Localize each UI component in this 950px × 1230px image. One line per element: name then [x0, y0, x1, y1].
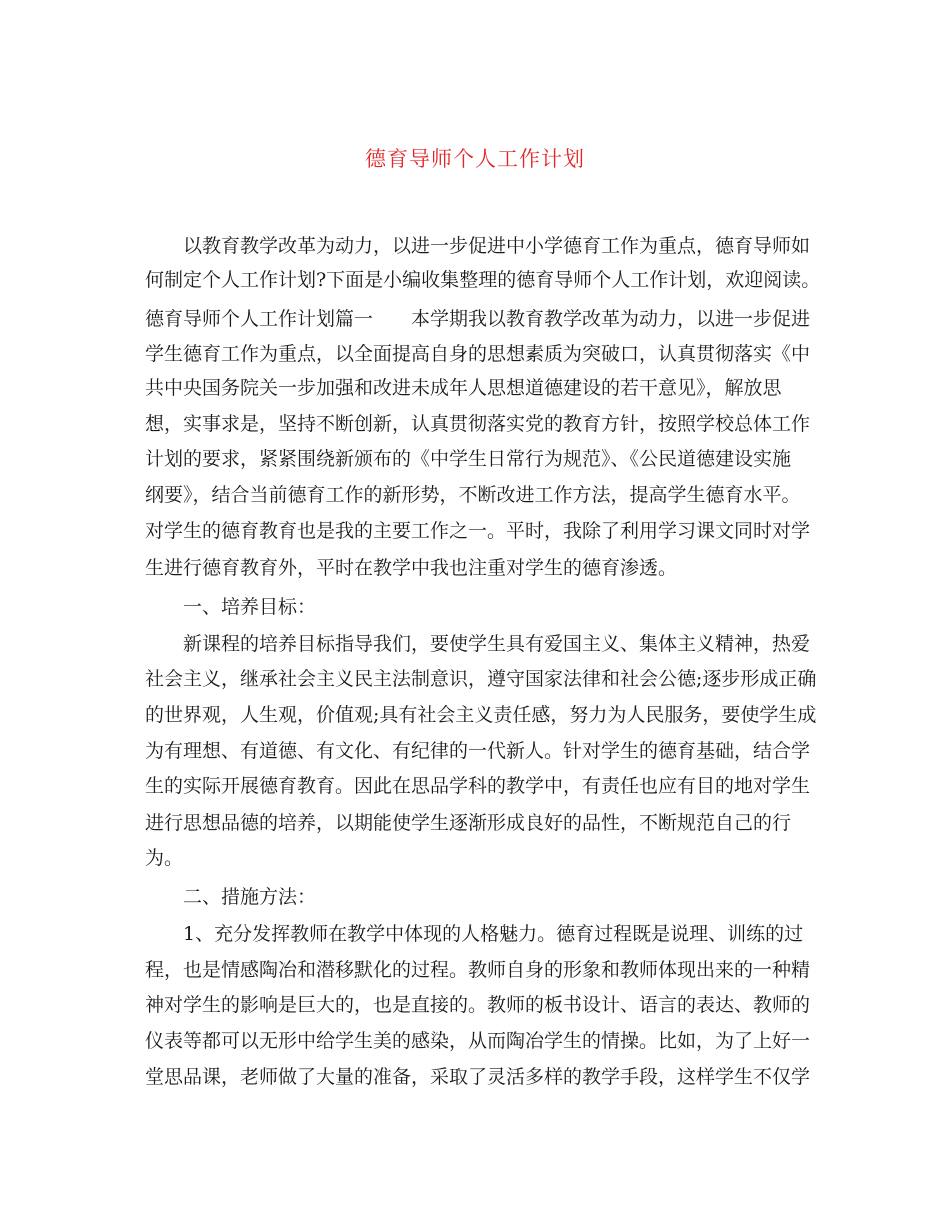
text-line: 纲要》，结合当前德育工作的新形势，不断改进工作方法，提高学生德育水平。 [145, 484, 801, 506]
text-line: 新课程的培养目标指导我们，要使学生具有爱国主义、集体主义精神，热爱 [183, 633, 811, 655]
text-line: 为有理想、有道德、有文化、有纪律的一代新人。针对学生的德育基础，结合学 [145, 740, 811, 762]
text-line: 神对学生的影响是巨大的，也是直接的。教师的板书设计、语言的表达、教师的 [145, 994, 811, 1016]
text-line: 堂思品课，老师做了大量的准备，采取了灵活多样的教学手段，这样学生不仅学 [145, 1066, 811, 1088]
text-line: 程，也是情感陶冶和潜移默化的过程。教师自身的形象和教师体现出来的一种精 [145, 959, 811, 981]
text-line: 1、充分发挥教师在教学中体现的人格魅力。德育过程既是说理、训练的过 [183, 923, 804, 945]
text-line: 进行思想品德的培养，以期能使学生逐渐形成良好的品性，不断规范自己的行 [145, 812, 792, 834]
text-line: 何制定个人工作计划?下面是小编收集整理的德育导师个人工作计划，欢迎阅读。 [145, 269, 821, 291]
text-line: 社会主义，继承社会主义民主法制意识，遵守国家法律和社会公德;逐步形成正确 [145, 668, 817, 690]
text-line: 为。 [145, 847, 184, 869]
text-line: 想，实事求是，坚持不断创新，认真贯彻落实党的教育方针，按照学校总体工作 [145, 413, 811, 435]
text-line: 计划的要求，紧紧围绕新颁布的《中学生日常行为规范》、《公民道德建设实施 [145, 448, 792, 470]
text-line: 学生德育工作为重点，以全面提高自身的思想素质为突破口，认真贯彻落实《中 [145, 343, 811, 365]
section-heading: 一、培养目标： [183, 596, 317, 618]
section-heading: 二、措施方法： [183, 886, 317, 908]
text-line: 仪表等都可以无形中给学生美的感染，从而陶冶学生的情操。比如，为了上好一 [145, 1030, 811, 1052]
text-line: 生进行德育教育外，平时在教学中我也注重对学生的德育渗透。 [145, 557, 678, 579]
document-title: 德育导师个人工作计划 [365, 147, 585, 171]
text-line: 生的实际开展德育教育。因此在思品学科的教学中，有责任也应有目的地对学生 [145, 775, 811, 797]
text-line: 共中央国务院关一步加强和改进未成年人思想道德建设的若干意见》，解放思 [145, 377, 782, 399]
text-line: 以教育教学改革为动力，以进一步促进中小学德育工作为重点，德育导师如 [183, 235, 811, 257]
text-line: 对学生的德育教育也是我的主要工作之一。平时，我除了利用学习课文同时对学 [145, 520, 811, 542]
text-line: 的世界观，人生观，价值观;具有社会主义责任感，努力为人民服务，要使学生成 [145, 704, 817, 726]
text-line: 德育导师个人工作计划篇一 本学期我以教育教学改革为动力，以进一步促进 [145, 308, 811, 330]
